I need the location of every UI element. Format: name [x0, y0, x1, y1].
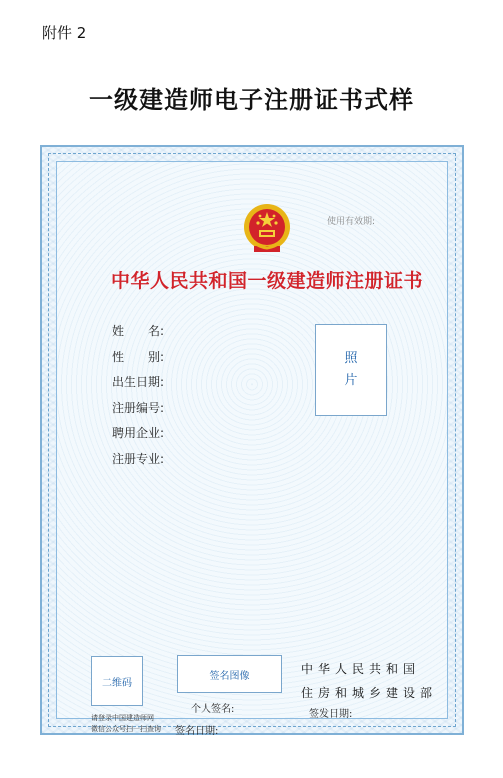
issue-date-label: 签发日期:	[309, 709, 353, 720]
qr-code-instructions	[91, 713, 161, 735]
qr-code-label: 二维码	[102, 677, 132, 689]
attachment-label: 附件 2	[42, 24, 87, 42]
certificate-inner-frame	[56, 161, 448, 737]
registration-number-field-label: 注册编号:	[112, 400, 165, 415]
issuer-line2: 住房和城乡建设部	[301, 686, 438, 700]
personal-signature-label: 个人签名:	[191, 704, 235, 715]
photo-label-line1: 照	[344, 351, 358, 366]
birthdate-field-label: 出生日期:	[112, 375, 165, 389]
employer-field-label: 聘用企业:	[112, 426, 165, 440]
certificate-title: 中华人民共和国一级建造师注册证书	[110, 270, 423, 292]
signature-image-label: 签名图像	[209, 670, 250, 682]
national-emblem-icon	[242, 202, 292, 254]
document-title: 一级建造师电子注册证书式样	[89, 85, 414, 114]
issuer-line1: 中华人民共和国	[301, 662, 421, 676]
photo-placeholder	[315, 324, 387, 416]
registration-specialty-field-label: 注册专业:	[112, 451, 165, 466]
qr-note-line1: 请登录中国建造师网	[91, 714, 154, 722]
issuing-authority	[301, 657, 437, 705]
qr-note-line2: 微信公众号扫一扫查询	[91, 725, 161, 733]
photo-label-line2: 片	[344, 373, 358, 388]
signature-image-placeholder	[177, 655, 282, 693]
signature-date-label: 签名日期:	[175, 726, 219, 737]
qr-code-placeholder	[91, 656, 143, 706]
certificate-sample	[40, 145, 464, 735]
personal-info-fields	[112, 322, 164, 475]
validity-period-label: 使用有效期:	[327, 217, 376, 227]
name-field-label: 姓 名:	[112, 324, 165, 338]
gender-field-label: 性 别:	[112, 349, 165, 364]
